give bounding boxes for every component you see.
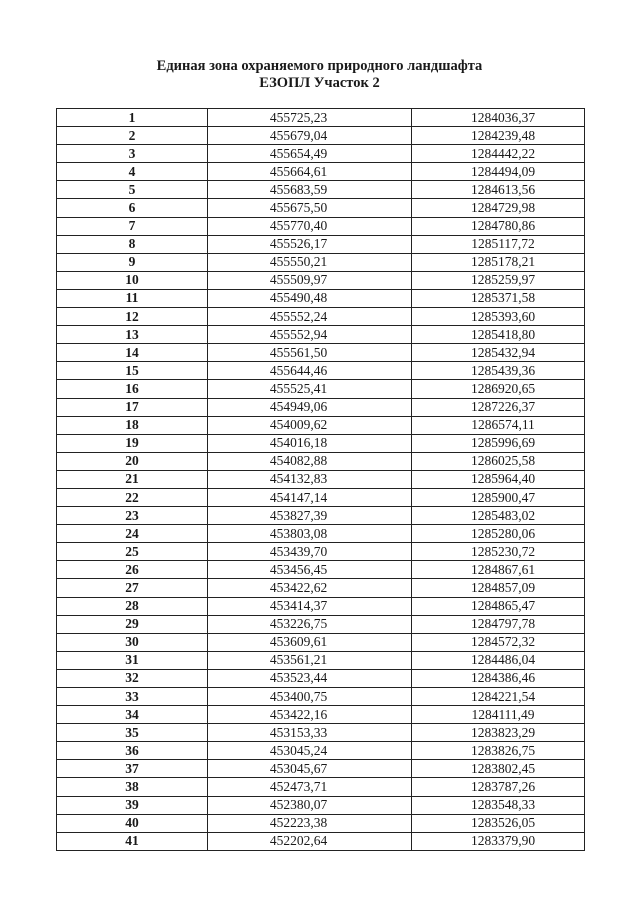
point-number-cell: 32: [57, 669, 208, 687]
y-coordinate-cell: 1283823,29: [412, 724, 585, 742]
x-coordinate-cell: 453414,37: [208, 597, 412, 615]
point-number-cell: 26: [57, 561, 208, 579]
table-row: [57, 434, 585, 452]
table-row: [57, 651, 585, 669]
y-coordinate-cell: 1284729,98: [412, 199, 585, 217]
point-number-cell: 25: [57, 543, 208, 561]
table-row: [57, 145, 585, 163]
y-coordinate-cell: 1283548,33: [412, 796, 585, 814]
point-number-cell: 12: [57, 308, 208, 326]
y-coordinate-cell: 1284111,49: [412, 706, 585, 724]
table-row: [57, 633, 585, 651]
point-number-cell: 23: [57, 507, 208, 525]
table-row: [57, 127, 585, 145]
y-coordinate-cell: 1287226,37: [412, 398, 585, 416]
table-row: [57, 271, 585, 289]
y-coordinate-cell: 1286574,11: [412, 416, 585, 434]
table-row: [57, 488, 585, 506]
x-coordinate-cell: 455654,49: [208, 145, 412, 163]
table-row: [57, 525, 585, 543]
y-coordinate-cell: 1284613,56: [412, 181, 585, 199]
point-number-cell: 36: [57, 742, 208, 760]
y-coordinate-cell: 1283379,90: [412, 832, 585, 850]
y-coordinate-cell: 1283526,05: [412, 814, 585, 832]
x-coordinate-cell: 454132,83: [208, 470, 412, 488]
table-row: [57, 796, 585, 814]
table-row: [57, 706, 585, 724]
y-coordinate-cell: 1284865,47: [412, 597, 585, 615]
table-row: [57, 470, 585, 488]
table-row: [57, 615, 585, 633]
x-coordinate-cell: 455770,40: [208, 217, 412, 235]
point-number-cell: 34: [57, 706, 208, 724]
point-number-cell: 14: [57, 344, 208, 362]
x-coordinate-cell: 453439,70: [208, 543, 412, 561]
table-row: [57, 814, 585, 832]
x-coordinate-cell: 453226,75: [208, 615, 412, 633]
point-number-cell: 35: [57, 724, 208, 742]
y-coordinate-cell: 1285996,69: [412, 434, 585, 452]
table-row: [57, 235, 585, 253]
y-coordinate-cell: 1285259,97: [412, 271, 585, 289]
point-number-cell: 38: [57, 778, 208, 796]
y-coordinate-cell: 1284386,46: [412, 669, 585, 687]
y-coordinate-cell: 1284797,78: [412, 615, 585, 633]
x-coordinate-cell: 453561,21: [208, 651, 412, 669]
y-coordinate-cell: 1283802,45: [412, 760, 585, 778]
point-number-cell: 30: [57, 633, 208, 651]
x-coordinate-cell: 452380,07: [208, 796, 412, 814]
title-line-2: ЕЗОПЛ Участок 2: [259, 75, 380, 91]
y-coordinate-cell: 1285900,47: [412, 488, 585, 506]
table-row: [57, 579, 585, 597]
point-number-cell: 2: [57, 127, 208, 145]
x-coordinate-cell: 455552,94: [208, 326, 412, 344]
y-coordinate-cell: 1285178,21: [412, 253, 585, 271]
point-number-cell: 6: [57, 199, 208, 217]
x-coordinate-cell: 453803,08: [208, 525, 412, 543]
x-coordinate-cell: 455526,17: [208, 235, 412, 253]
x-coordinate-cell: 455679,04: [208, 127, 412, 145]
table-row: [57, 163, 585, 181]
y-coordinate-cell: 1285371,58: [412, 289, 585, 307]
x-coordinate-cell: 455644,46: [208, 362, 412, 380]
table-row: [57, 199, 585, 217]
x-coordinate-cell: 453422,62: [208, 579, 412, 597]
point-number-cell: 5: [57, 181, 208, 199]
point-number-cell: 19: [57, 434, 208, 452]
y-coordinate-cell: 1284239,48: [412, 127, 585, 145]
table-row: [57, 416, 585, 434]
point-number-cell: 39: [57, 796, 208, 814]
x-coordinate-cell: 454009,62: [208, 416, 412, 434]
x-coordinate-cell: 453827,39: [208, 507, 412, 525]
y-coordinate-cell: 1285439,36: [412, 362, 585, 380]
table-row: [57, 724, 585, 742]
point-number-cell: 3: [57, 145, 208, 163]
point-number-cell: 15: [57, 362, 208, 380]
point-number-cell: 17: [57, 398, 208, 416]
table-row: [57, 597, 585, 615]
table-row: [57, 326, 585, 344]
table-row: [57, 380, 585, 398]
y-coordinate-cell: 1283787,26: [412, 778, 585, 796]
x-coordinate-cell: 453422,16: [208, 706, 412, 724]
table-row: [57, 760, 585, 778]
y-coordinate-cell: 1284572,32: [412, 633, 585, 651]
y-coordinate-cell: 1284486,04: [412, 651, 585, 669]
table-row: [57, 832, 585, 850]
point-number-cell: 4: [57, 163, 208, 181]
table-row: [57, 669, 585, 687]
table-row: [57, 452, 585, 470]
title-line-1: Единая зона охраняемого природного ландшафта: [156, 58, 483, 74]
table-row: [57, 109, 585, 127]
y-coordinate-cell: 1284780,86: [412, 217, 585, 235]
point-number-cell: 7: [57, 217, 208, 235]
y-coordinate-cell: 1284442,22: [412, 145, 585, 163]
point-number-cell: 28: [57, 597, 208, 615]
x-coordinate-cell: 453045,67: [208, 760, 412, 778]
x-coordinate-cell: 455552,24: [208, 308, 412, 326]
x-coordinate-cell: 452223,38: [208, 814, 412, 832]
y-coordinate-cell: 1283826,75: [412, 742, 585, 760]
y-coordinate-cell: 1286920,65: [412, 380, 585, 398]
y-coordinate-cell: 1285483,02: [412, 507, 585, 525]
y-coordinate-cell: 1284036,37: [412, 109, 585, 127]
x-coordinate-cell: 455664,61: [208, 163, 412, 181]
point-number-cell: 22: [57, 488, 208, 506]
x-coordinate-cell: 455509,97: [208, 271, 412, 289]
point-number-cell: 16: [57, 380, 208, 398]
table-row: [57, 778, 585, 796]
point-number-cell: 33: [57, 688, 208, 706]
table-row: [57, 742, 585, 760]
point-number-cell: 8: [57, 235, 208, 253]
coordinates-table-body: [57, 109, 585, 851]
x-coordinate-cell: 453153,33: [208, 724, 412, 742]
table-row: [57, 398, 585, 416]
point-number-cell: 20: [57, 452, 208, 470]
table-row: [57, 217, 585, 235]
point-number-cell: 29: [57, 615, 208, 633]
y-coordinate-cell: 1284494,09: [412, 163, 585, 181]
table-row: [57, 181, 585, 199]
table-row: [57, 688, 585, 706]
x-coordinate-cell: 454949,06: [208, 398, 412, 416]
point-number-cell: 31: [57, 651, 208, 669]
y-coordinate-cell: 1284221,54: [412, 688, 585, 706]
table-row: [57, 253, 585, 271]
coordinates-table: [56, 108, 585, 851]
point-number-cell: 27: [57, 579, 208, 597]
x-coordinate-cell: 453609,61: [208, 633, 412, 651]
y-coordinate-cell: 1284857,09: [412, 579, 585, 597]
table-row: [57, 289, 585, 307]
point-number-cell: 1: [57, 109, 208, 127]
x-coordinate-cell: 453045,24: [208, 742, 412, 760]
table-row: [57, 561, 585, 579]
x-coordinate-cell: 455683,59: [208, 181, 412, 199]
point-number-cell: 10: [57, 271, 208, 289]
document-title: [0, 58, 639, 92]
point-number-cell: 21: [57, 470, 208, 488]
point-number-cell: 24: [57, 525, 208, 543]
point-number-cell: 41: [57, 832, 208, 850]
x-coordinate-cell: 455550,21: [208, 253, 412, 271]
y-coordinate-cell: 1285393,60: [412, 308, 585, 326]
point-number-cell: 40: [57, 814, 208, 832]
y-coordinate-cell: 1285432,94: [412, 344, 585, 362]
point-number-cell: 37: [57, 760, 208, 778]
x-coordinate-cell: 453456,45: [208, 561, 412, 579]
y-coordinate-cell: 1285117,72: [412, 235, 585, 253]
table-row: [57, 543, 585, 561]
y-coordinate-cell: 1284867,61: [412, 561, 585, 579]
y-coordinate-cell: 1285964,40: [412, 470, 585, 488]
point-number-cell: 9: [57, 253, 208, 271]
table-row: [57, 507, 585, 525]
x-coordinate-cell: 454082,88: [208, 452, 412, 470]
y-coordinate-cell: 1285230,72: [412, 543, 585, 561]
table-row: [57, 308, 585, 326]
x-coordinate-cell: 454016,18: [208, 434, 412, 452]
x-coordinate-cell: 453523,44: [208, 669, 412, 687]
table-row: [57, 362, 585, 380]
point-number-cell: 18: [57, 416, 208, 434]
y-coordinate-cell: 1285418,80: [412, 326, 585, 344]
x-coordinate-cell: 455675,50: [208, 199, 412, 217]
y-coordinate-cell: 1286025,58: [412, 452, 585, 470]
x-coordinate-cell: 455561,50: [208, 344, 412, 362]
table-row: [57, 344, 585, 362]
point-number-cell: 11: [57, 289, 208, 307]
y-coordinate-cell: 1285280,06: [412, 525, 585, 543]
point-number-cell: 13: [57, 326, 208, 344]
x-coordinate-cell: 454147,14: [208, 488, 412, 506]
x-coordinate-cell: 452202,64: [208, 832, 412, 850]
x-coordinate-cell: 455490,48: [208, 289, 412, 307]
x-coordinate-cell: 453400,75: [208, 688, 412, 706]
x-coordinate-cell: 452473,71: [208, 778, 412, 796]
x-coordinate-cell: 455525,41: [208, 380, 412, 398]
x-coordinate-cell: 455725,23: [208, 109, 412, 127]
